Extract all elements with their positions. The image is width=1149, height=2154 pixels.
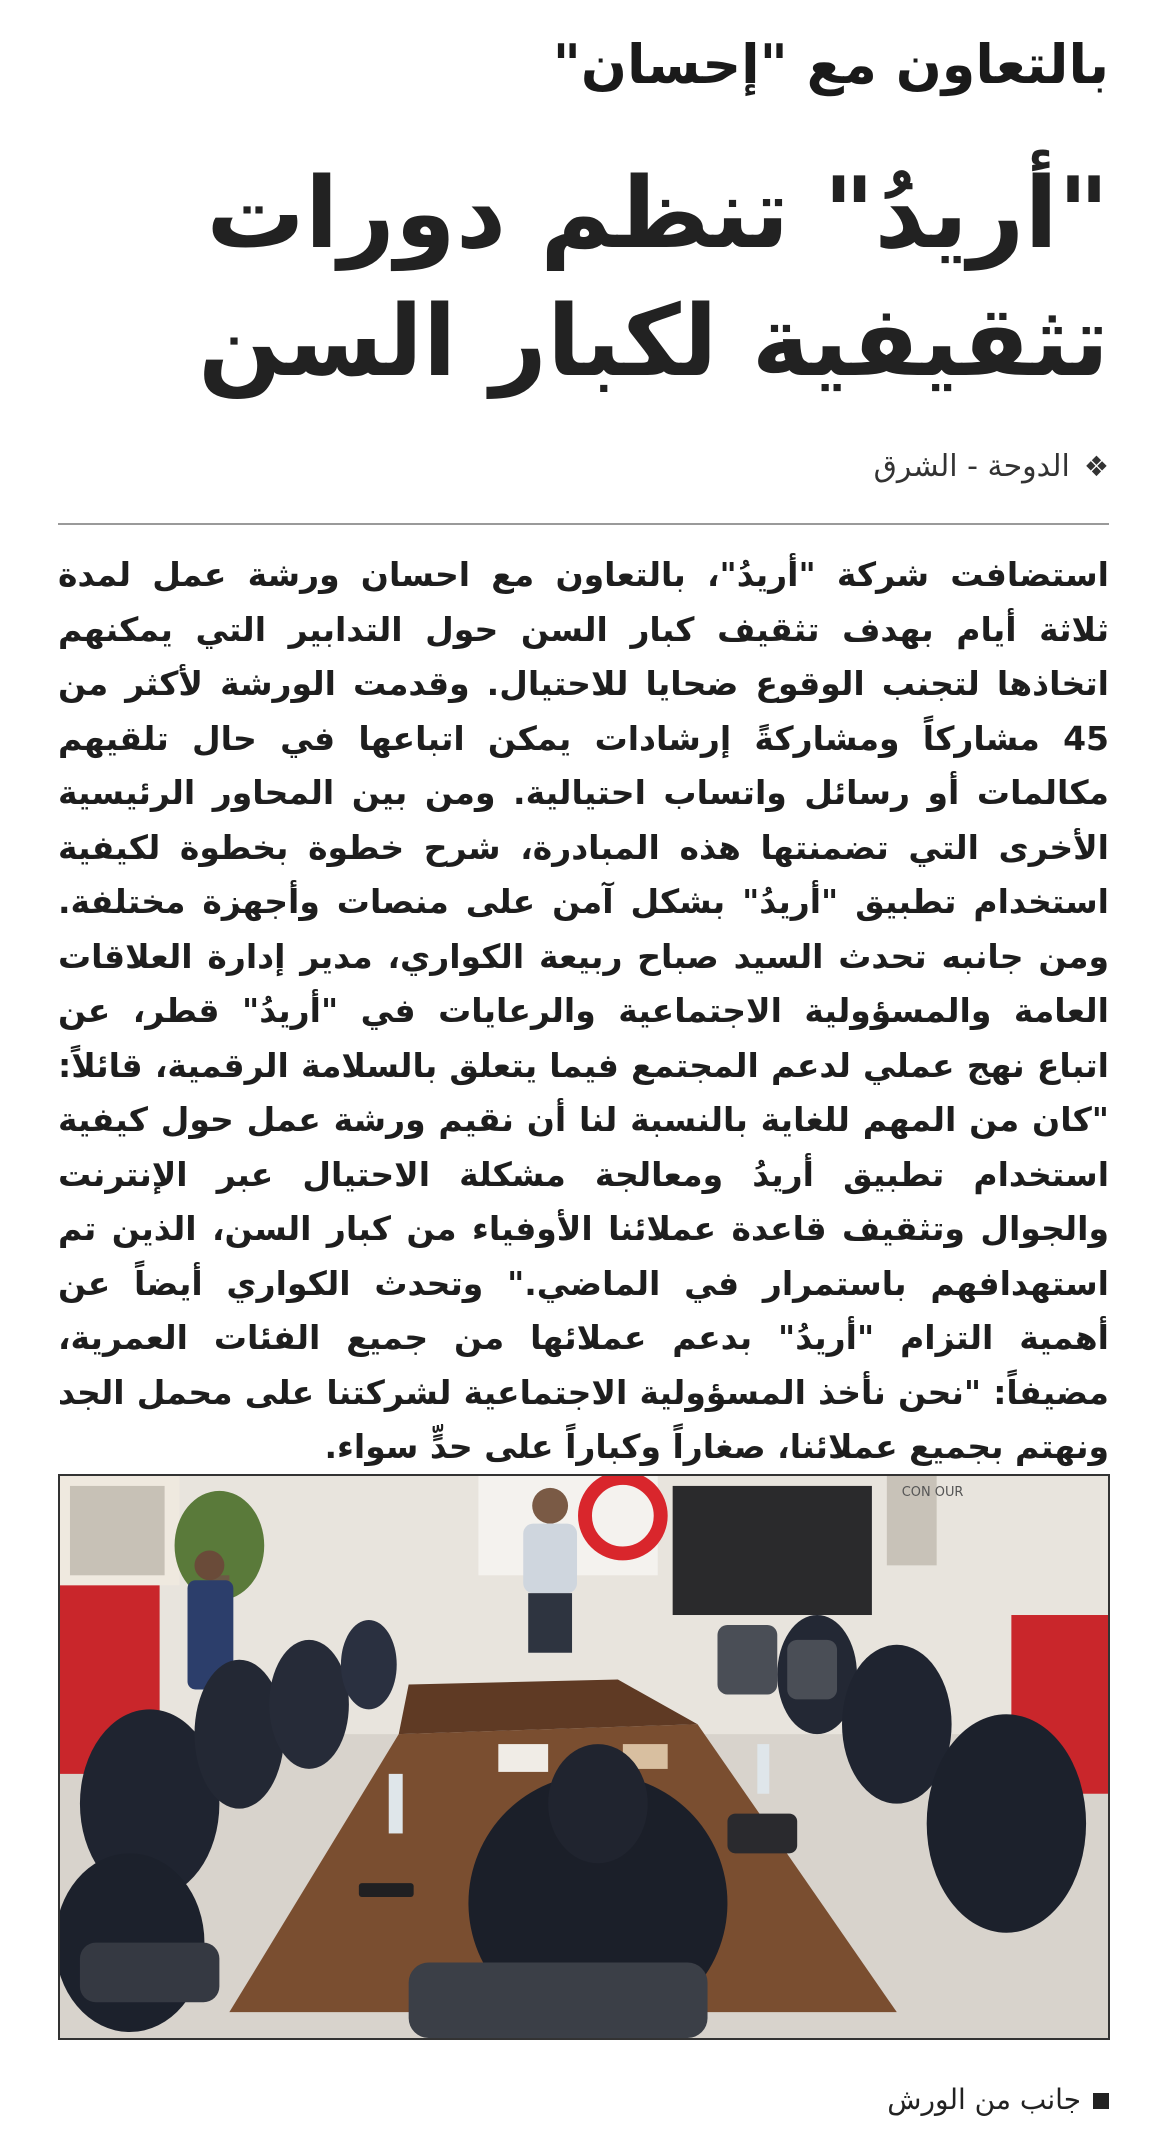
kicker-subheadline: بالتعاون مع "إحسان" [552, 33, 1109, 96]
photo-caption [40, 2080, 1109, 2120]
wall-sign-text: CON OUR [901, 1484, 964, 1500]
workshop-photo-illustration [60, 1476, 1108, 2038]
divider-rule [58, 523, 1109, 525]
article-body: استضافت شركة "أريدُ"، بالتعاون مع احسان ورشة عمل لمدة ثلاثة أيام بهدف تثقيف كبار السن حول التدابير التي يمكنهم اتخاذها لتجنب الوقوع ضحايا للاحتيال. وقدمت الورشة لأكثر من 45 مشاركاً ومشاركةً إرشادات يمكن اتباعها في حال تلقيهم مكالمات أو رسائل واتساب احتيالية. ومن بين المحاور الرئيسية الأخرى التي تضمنتها هذه المبادرة، شرح خطوة بخطوة لكيفية استخدام تطبيق "أريدُ" بشكل آمن على منصات وأجهزة مختلفة. ومن جانبه تحدث السيد صباح ربيعة الكواري، مدير إدارة العلاقات العامة والمسؤولية الاجتماعية والرعايات في "أريدُ" قطر، عن اتباع نهج عملي لدعم المجتمع فيما يتعلق بالسلامة الرقمية، قائلاً: "كان من المهم للغاية بالنسبة لنا أن نقيم ورشة عمل حول كيفية استخدام تطبيق أريدُ ومعالجة مشكلة الاحتيال عبر الإنترنت والجوال وتثقيف قاعدة عملائنا الأوفياء من كبار السن، الذين تم استهدافهم باستمرار في الماضي." وتحدث الكواري أيضاً عن أهمية التزام "أريدُ" بدعم عملائها من جميع الفئات العمرية، مضيفاً: "نحن نأخذ المسؤولية الاجتماعية لشركتنا على محمل الجد ونهتم بجميع عملائنا، صغاراً وكباراً على حدٍّ سواء. [58, 555, 1109, 1466]
diamond-bullet-icon: ❖ [1083, 450, 1109, 483]
square-bullet-icon [1093, 2093, 1109, 2109]
dateline [40, 445, 1109, 489]
caption-text: جانب من الورش [887, 2083, 1081, 2116]
workshop-photo [58, 1474, 1110, 2040]
dateline-text: الدوحة - الشرق [873, 449, 1070, 484]
article-headline: "أريدُ" تنظم دورات تثقيفية لكبار السن [198, 157, 1109, 399]
